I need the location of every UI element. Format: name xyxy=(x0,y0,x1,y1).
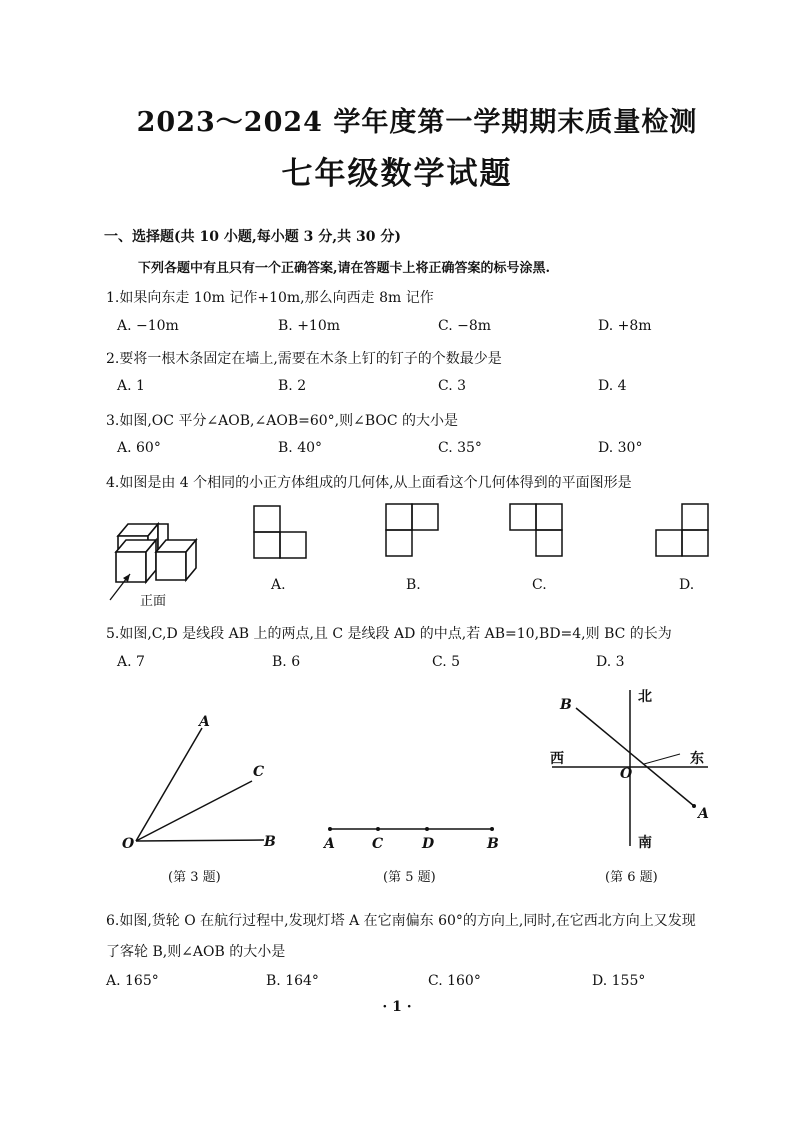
fig6-label-b: B xyxy=(560,697,572,713)
exam-title: 2023～2024 学年度第一学期期末质量检测 xyxy=(136,107,698,138)
point-b-dot xyxy=(490,827,494,831)
fig5-label-a: A xyxy=(324,836,335,852)
q3-option-c: C. 35° xyxy=(438,440,482,456)
q5-option-d: D. 3 xyxy=(596,654,625,670)
front-label: 正面 xyxy=(140,594,167,609)
q4-option-c-figure xyxy=(506,502,566,562)
q4-option-c: C. xyxy=(532,577,547,593)
q3-option-d: D. 30° xyxy=(598,440,643,456)
fig3-label-o: O xyxy=(122,836,135,852)
question-1: 1.如果向东走 10m 记作+10m,那么向西走 8m 记作 xyxy=(106,290,434,306)
fig6-east-label: 东 xyxy=(690,751,704,767)
fig6-north-label: 北 xyxy=(638,689,652,705)
q2-option-b: B. 2 xyxy=(278,378,307,394)
point-a-dot xyxy=(328,827,332,831)
fig6-caption: (第 6 题) xyxy=(605,870,658,885)
q1-option-a: A. −10m xyxy=(117,318,179,334)
q4-option-b-figure xyxy=(382,502,442,562)
q5-option-c: C. 5 xyxy=(432,654,461,670)
fig3-label-c: C xyxy=(253,764,265,780)
question-6-line-2: 了客轮 B,则∠AOB 的大小是 xyxy=(106,944,286,960)
section-instruction: 下列各题中有且只有一个正确答案,请在答题卡上将正确答案的标号涂黑. xyxy=(138,261,551,276)
q4-option-a-figure xyxy=(250,504,310,564)
cube-front-face-3 xyxy=(156,552,186,580)
q5-option-b: B. 6 xyxy=(272,654,301,670)
q1-option-b: B. +10m xyxy=(278,318,341,334)
fig3-label-a: A xyxy=(199,714,210,730)
fig6-label-a: A xyxy=(698,806,709,822)
q6-option-c: C. 160° xyxy=(428,973,481,989)
q1-option-d: D. +8m xyxy=(598,318,652,334)
section-heading: 一、选择题(共 10 小题,每小题 3 分,共 30 分) xyxy=(104,229,401,245)
point-d-dot xyxy=(425,827,429,831)
fig3-caption: (第 3 题) xyxy=(168,870,221,885)
line-ba xyxy=(576,708,694,806)
fig6-label-o: O xyxy=(620,766,633,782)
question-3: 3.如图,OC 平分∠AOB,∠AOB=60°,则∠BOC 的大小是 xyxy=(106,413,459,429)
page-number: · 1 · xyxy=(382,999,412,1015)
q4-option-a: A. xyxy=(271,577,286,593)
q5-option-a: A. 7 xyxy=(117,654,145,670)
fig3-label-b: B xyxy=(264,834,276,850)
q4-option-b: B. xyxy=(406,577,421,593)
fig5-segment-diagram xyxy=(320,820,510,840)
q2-option-a: A. 1 xyxy=(117,378,145,394)
question-4: 4.如图是由 4 个相同的小正方体组成的几何体,从上面看这个几何体得到的平面图形是 xyxy=(106,475,632,491)
q2-option-d: D. 4 xyxy=(598,378,627,394)
exam-subtitle: 七年级数学试题 xyxy=(281,156,513,192)
question-6-line-1: 6.如图,货轮 O 在航行过程中,发现灯塔 A 在它南偏东 60°的方向上,同时,在它西北方向上又发现 xyxy=(106,913,696,929)
q6-option-d: D. 155° xyxy=(592,973,646,989)
fig6-south-label: 南 xyxy=(638,835,652,851)
question-5: 5.如图,C,D 是线段 AB 上的两点,且 C 是线段 AD 的中点,若 AB=10,BD=4,则 BC 的长为 xyxy=(106,626,672,642)
question-2: 2.要将一根木条固定在墙上,需要在木条上钉的钉子的个数最少是 xyxy=(106,351,502,367)
fig5-label-c: C xyxy=(372,836,384,852)
point-c-dot xyxy=(376,827,380,831)
fig5-label-b: B xyxy=(487,836,499,852)
q2-option-c: C. 3 xyxy=(438,378,467,394)
fig5-caption: (第 5 题) xyxy=(383,870,436,885)
q6-option-a: A. 165° xyxy=(106,973,159,989)
ray-ob xyxy=(136,840,264,841)
q3-option-b: B. 40° xyxy=(278,440,323,456)
cube-front-face-2 xyxy=(116,552,146,582)
q4-option-d-figure xyxy=(652,500,712,566)
q4-option-d: D. xyxy=(679,577,695,593)
fig6-west-label: 西 xyxy=(550,751,564,767)
q6-option-b: B. 164° xyxy=(266,973,319,989)
fig5-label-d: D xyxy=(422,836,435,852)
q1-option-c: C. −8m xyxy=(438,318,492,334)
q3-option-a: A. 60° xyxy=(117,440,161,456)
